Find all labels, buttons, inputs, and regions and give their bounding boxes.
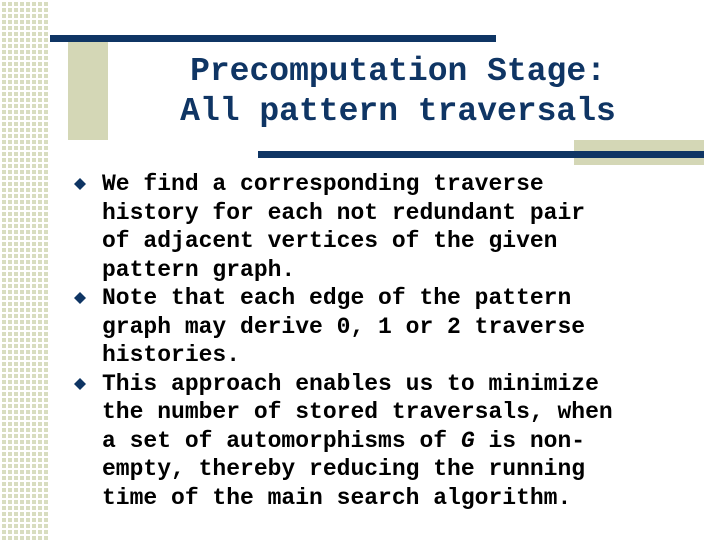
decorative-stripe-pattern: [0, 0, 50, 540]
decorative-bar-bottom: [258, 151, 704, 158]
bullet-item: [74, 370, 714, 513]
bullet-text-before: This approach enables us to minimize the number of stored traversals, when a set of automorphisms of: [102, 370, 613, 454]
bullet-text-after: is non- empty, thereby reducing the running time of the main search algorithm.: [102, 427, 586, 511]
decorative-bar-top: [50, 35, 496, 42]
bullet-text-italic-variable: G: [460, 427, 475, 454]
decorative-tan-block-top: [68, 42, 108, 140]
slide-title: Precomputation Stage: All pattern traversals: [180, 53, 616, 130]
bullet-text: Note that each edge of the pattern graph may derive 0, 1 or 2 traverse histories.: [102, 285, 586, 368]
bullet-text: [102, 371, 613, 511]
diamond-bullet-icon: [74, 292, 86, 304]
diamond-bullet-icon: [74, 178, 86, 190]
diamond-bullet-icon: [74, 378, 86, 390]
bullet-item: [74, 284, 714, 370]
bullet-list: [74, 170, 714, 512]
bullet-text: We find a corresponding traverse history for each not redundant pair of adjacent vertices of the given pattern graph.: [102, 171, 586, 283]
bullet-item: [74, 170, 714, 284]
